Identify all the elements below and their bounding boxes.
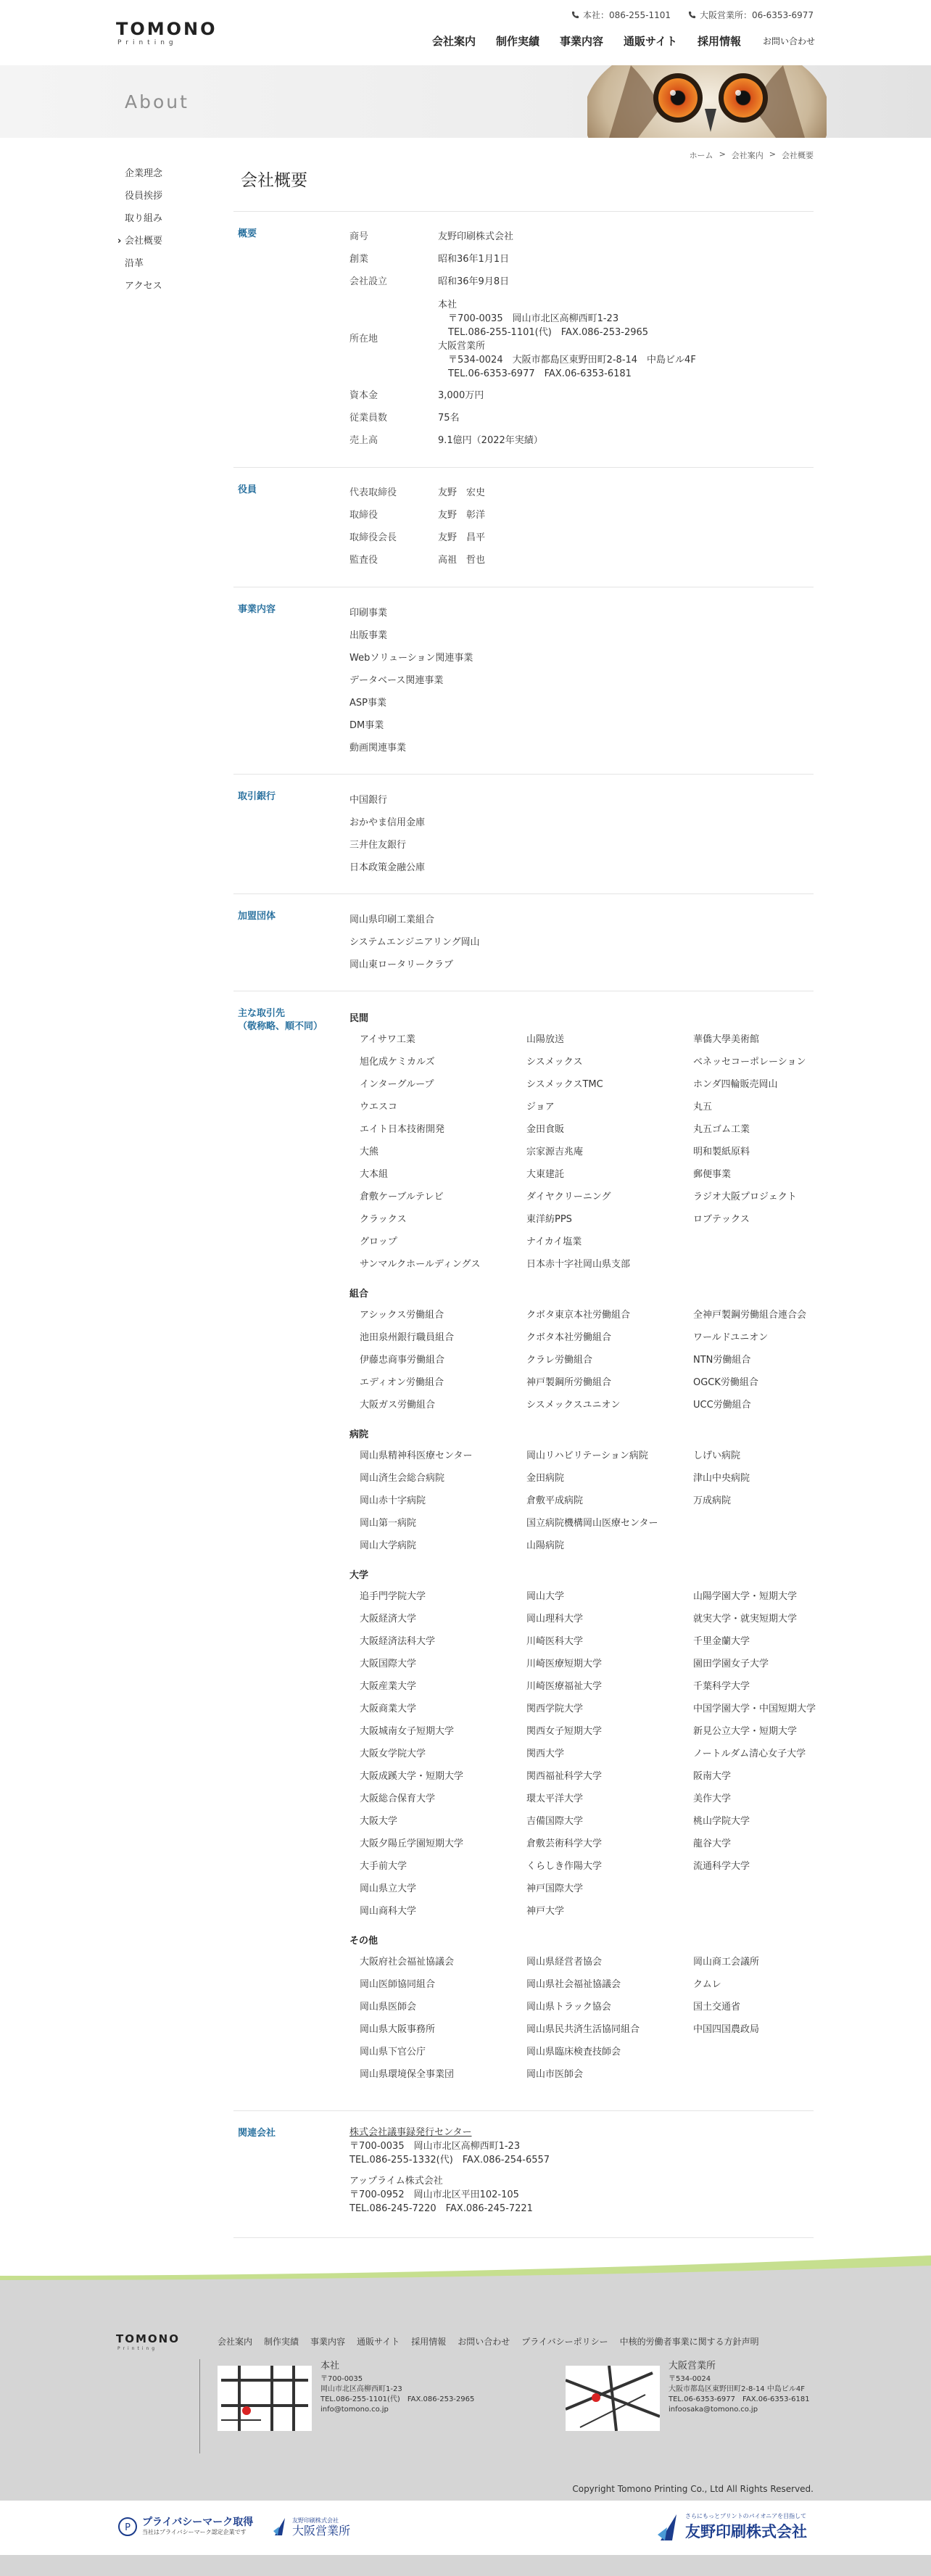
list-item: おかやま信用金庫 bbox=[349, 817, 426, 828]
head-office-mail[interactable]: info@tomono.co.jp bbox=[320, 2406, 389, 2414]
info-key: 売上高 bbox=[349, 435, 378, 446]
client-item bbox=[693, 2041, 838, 2063]
client-item: 岡山県環境保全事業団 bbox=[360, 2069, 455, 2080]
client-item: ラジオ大阪プロジェクト bbox=[693, 1192, 797, 1202]
client-item: 大阪府社会福祉協議会 bbox=[360, 1957, 455, 1968]
officer-name: 友野 宏史 bbox=[438, 487, 486, 498]
client-item: 岡山リハビリテーション病院 bbox=[526, 1450, 648, 1461]
footer-nav-privacy[interactable]: プライバシーポリシー bbox=[521, 2337, 608, 2347]
info-row bbox=[349, 271, 814, 294]
privacy-mark-badge[interactable] bbox=[117, 2517, 253, 2537]
client-item: 東洋紡PPS bbox=[526, 1214, 572, 1225]
address-lines bbox=[438, 298, 696, 381]
osaka-badge-name: 大阪営業所 bbox=[292, 2524, 351, 2538]
info-value: 友野印刷株式会社 bbox=[438, 231, 514, 242]
company-brand[interactable] bbox=[656, 2512, 807, 2542]
clients-note: （敬称略、順不同） bbox=[238, 1021, 323, 1032]
client-item bbox=[693, 1900, 838, 1923]
client-item: 大本組 bbox=[360, 1169, 389, 1180]
client-item: クムレ bbox=[693, 1979, 721, 1990]
client-grid bbox=[349, 1585, 814, 1923]
info-key: 従業員数 bbox=[349, 413, 388, 424]
client-item: 桃山学院大学 bbox=[693, 1816, 750, 1827]
client-item: 岡山県民共済生活協同組合 bbox=[526, 2024, 640, 2035]
officer-row bbox=[349, 527, 814, 550]
client-item bbox=[693, 1512, 838, 1535]
client-category-title: 組合 bbox=[349, 1289, 369, 1300]
section-overview bbox=[233, 212, 814, 468]
client-item: 神戸製鋼所労働組合 bbox=[526, 1377, 612, 1388]
client-item: 大阪産業大学 bbox=[360, 1681, 417, 1692]
company-tagline: さらにもっとプリントのパイオニアを目指して bbox=[685, 2513, 807, 2519]
client-item: 華僑大學美術館 bbox=[693, 1034, 760, 1045]
client-item: シスメックス bbox=[526, 1057, 583, 1068]
officer-title: 代表取締役 bbox=[349, 487, 397, 498]
info-value: 3,000万円 bbox=[438, 390, 484, 401]
list-item: データベース関連事業 bbox=[349, 675, 444, 686]
section-label: 加盟団体 bbox=[238, 911, 276, 922]
client-item: 園田学園女子大学 bbox=[693, 1659, 769, 1669]
client-item: クラックス bbox=[360, 1214, 407, 1225]
client-item: 全神戸製鋼労働組合連合会 bbox=[693, 1310, 807, 1321]
client-category-title: その他 bbox=[349, 1936, 378, 1947]
client-item: しげい病院 bbox=[693, 1450, 741, 1461]
section-label: 関連会社 bbox=[238, 2128, 276, 2139]
client-item: アシックス労働組合 bbox=[360, 1310, 444, 1321]
client-item: 神戸国際大学 bbox=[526, 1883, 584, 1894]
sidebar-item-history[interactable]: 沿革 bbox=[125, 258, 144, 269]
officer-row bbox=[349, 550, 814, 572]
section-label bbox=[238, 1007, 323, 1033]
client-item: ダイヤクリーニング bbox=[526, 1192, 611, 1202]
client-category-title: 民間 bbox=[349, 1013, 369, 1024]
client-item: 明和製紙原料 bbox=[693, 1147, 750, 1157]
info-key: 資本金 bbox=[349, 390, 378, 401]
client-item: 岡山県下官公庁 bbox=[360, 2047, 426, 2057]
related-company-address: 〒700-0035 岡山市北区高柳西町1-23 bbox=[349, 2141, 521, 2152]
client-item: 川崎医療福祉大学 bbox=[526, 1681, 603, 1692]
info-row bbox=[349, 249, 814, 271]
head-office-name: 本社 bbox=[320, 2361, 340, 2371]
client-item: シスメックスTMC bbox=[526, 1079, 603, 1090]
head-office-info bbox=[320, 2361, 474, 2415]
client-item: 岡山大学 bbox=[526, 1591, 565, 1602]
osaka-badge-sub: 友野印刷株式会社 bbox=[292, 2517, 339, 2524]
client-item bbox=[693, 2063, 838, 2086]
client-item: 大阪総合保育大学 bbox=[360, 1793, 436, 1804]
section-associations bbox=[233, 894, 814, 991]
list-item: 印刷事業 bbox=[349, 608, 388, 619]
client-item: ノートルダム清心女子大学 bbox=[693, 1749, 806, 1759]
list-item: DM事業 bbox=[349, 720, 384, 731]
client-grid bbox=[349, 1304, 814, 1416]
section-label: 取引銀行 bbox=[238, 791, 276, 802]
phone-icon bbox=[571, 11, 579, 19]
related-company-address: 〒700-0952 岡山市北区平田102-105 bbox=[349, 2189, 519, 2200]
client-item: 川崎医療短期大学 bbox=[526, 1659, 603, 1669]
section-label: 概要 bbox=[238, 228, 257, 239]
client-item: 岡山県大阪事務所 bbox=[360, 2024, 436, 2035]
logo-sub: Printing bbox=[117, 39, 178, 46]
related-company bbox=[349, 2174, 814, 2216]
head-office-tel: TEL.086-255-1101(代) FAX.086-253-2965 bbox=[320, 2395, 475, 2403]
client-item: 岡山県経営者協会 bbox=[526, 1957, 603, 1968]
nav-contact[interactable]: お問い合わせ bbox=[762, 36, 815, 46]
client-item: クボタ本社労働組合 bbox=[526, 1332, 612, 1343]
client-item: 大阪国際大学 bbox=[360, 1659, 417, 1669]
info-value: 昭和36年9月8日 bbox=[438, 276, 510, 287]
company-mark-icon bbox=[656, 2513, 681, 2542]
client-item: 岡山市医師会 bbox=[526, 2069, 584, 2080]
hero-title: About bbox=[125, 91, 189, 112]
osaka-office-tel: TEL.06-6353-6977 FAX.06-6353-6181 bbox=[669, 2395, 810, 2403]
section-related bbox=[233, 2111, 814, 2238]
address-row bbox=[349, 294, 814, 385]
section-clients bbox=[233, 991, 814, 2111]
officer-row bbox=[349, 505, 814, 527]
client-item: シスメックスユニオン bbox=[526, 1400, 621, 1411]
client-item: 中国四国農政局 bbox=[693, 2024, 760, 2035]
info-row bbox=[349, 430, 814, 453]
osaka-office-name: 大阪営業所 bbox=[438, 341, 486, 352]
client-item: ジョア bbox=[526, 1102, 555, 1112]
list-item: 岡山東ロータリークラブ bbox=[349, 959, 454, 970]
footer-logo-main: TOMONO bbox=[116, 2332, 180, 2345]
breadcrumb-current: 会社概要 bbox=[782, 151, 814, 160]
footer-nav-business[interactable]: 事業内容 bbox=[310, 2337, 346, 2347]
osaka-office-mail[interactable]: infoosaka@tomono.co.jp bbox=[669, 2406, 758, 2414]
nav-works[interactable]: 制作実績 bbox=[495, 35, 539, 48]
client-item bbox=[693, 1878, 838, 1900]
footer-logo[interactable] bbox=[116, 2334, 180, 2351]
client-item: 美作大学 bbox=[693, 1793, 732, 1804]
phone-osaka-text: 大阪営業所：06-6353-6977 bbox=[699, 10, 814, 20]
list-item: 三井住友銀行 bbox=[349, 840, 407, 851]
site-footer bbox=[0, 2283, 931, 2576]
client-item bbox=[693, 1535, 838, 1557]
head-office-name: 本社 bbox=[438, 300, 458, 310]
client-item: 金田病院 bbox=[526, 1473, 565, 1484]
client-item: 岡山県立大学 bbox=[360, 1883, 417, 1894]
client-item: 日本赤十字社岡山県支部 bbox=[526, 1259, 631, 1270]
phone-osaka[interactable] bbox=[688, 9, 814, 21]
client-item: 大阪大学 bbox=[360, 1816, 398, 1827]
info-key: 会社設立 bbox=[349, 276, 388, 287]
sidebar-item-greeting[interactable]: 役員挨拶 bbox=[125, 191, 163, 202]
footer-logo-sub: Printing bbox=[117, 2346, 158, 2351]
list-item: 岡山県印刷工業組合 bbox=[349, 915, 435, 925]
officer-row bbox=[349, 482, 814, 505]
client-item: 中国学園大学・中国短期大学 bbox=[693, 1704, 816, 1714]
client-item: 大阪経済大学 bbox=[360, 1614, 417, 1625]
client-item: 津山中央病院 bbox=[693, 1473, 750, 1484]
related-company-tel: TEL.086-245-7220 FAX.086-245-7221 bbox=[349, 2203, 533, 2214]
client-item: 大阪女学院大学 bbox=[360, 1749, 426, 1759]
client-item: 山陽病院 bbox=[526, 1540, 565, 1551]
footer-nav-shop[interactable]: 通販サイト bbox=[357, 2337, 400, 2347]
client-grid bbox=[349, 1951, 814, 2086]
client-item: 旭化成ケミカルズ bbox=[360, 1057, 435, 1068]
phone-head[interactable] bbox=[571, 9, 671, 21]
client-item: 倉敷ケーブルテレビ bbox=[360, 1192, 444, 1202]
list-item: 中国銀行 bbox=[349, 795, 388, 806]
osaka-office-badge[interactable] bbox=[272, 2517, 350, 2538]
breadcrumb-company[interactable]: 会社案内 bbox=[731, 151, 764, 160]
osaka-office-tel: TEL.06-6353-6977 FAX.06-6353-6181 bbox=[448, 368, 632, 379]
sidebar-item-philosophy[interactable]: 企業理念 bbox=[125, 168, 163, 179]
client-item: 神戸大学 bbox=[526, 1906, 565, 1917]
client-item: NTN労働組合 bbox=[693, 1355, 751, 1366]
footer-wave bbox=[0, 2255, 931, 2284]
client-item: 流通科学大学 bbox=[693, 1861, 750, 1872]
clients-label: 主な取引先 bbox=[238, 1008, 286, 1019]
copyright: Copyright Tomono Printing Co., Ltd All Rights Reserved. bbox=[572, 2484, 814, 2494]
client-item: 大阪経済法科大学 bbox=[360, 1636, 436, 1647]
client-item: ベネッセコーポレーション bbox=[693, 1057, 806, 1068]
list-item: システムエンジニアリング岡山 bbox=[349, 937, 480, 948]
client-item: 関西女子短期大学 bbox=[526, 1726, 603, 1737]
head-office-tel: TEL.086-255-1101(代) FAX.086-253-2965 bbox=[448, 327, 649, 338]
osaka-office-info bbox=[669, 2361, 810, 2415]
client-item: 山陽学園大学・短期大学 bbox=[693, 1591, 798, 1602]
client-item: 大阪城南女子短期大学 bbox=[360, 1726, 455, 1737]
global-nav bbox=[412, 33, 815, 49]
head-office-address: 岡山市北区高柳西町1-23 bbox=[320, 2385, 402, 2393]
client-item: 岡山県臨床検査技師会 bbox=[526, 2047, 621, 2057]
section-label: 事業内容 bbox=[238, 604, 276, 615]
officer-name: 高祖 哲也 bbox=[438, 555, 486, 566]
breadcrumb-separator: > bbox=[769, 149, 776, 159]
list-business bbox=[349, 602, 814, 759]
client-item: アイサワ工業 bbox=[360, 1034, 415, 1045]
logo-main: TOMONO bbox=[116, 19, 218, 39]
client-item: 大東建託 bbox=[526, 1169, 565, 1180]
content-area bbox=[0, 138, 931, 2576]
client-item: 関西福祉科学大学 bbox=[526, 1771, 603, 1782]
head-office-zip: 〒700-0035 岡山市北区高柳西町1-23 bbox=[448, 313, 619, 324]
info-value: 昭和36年1月1日 bbox=[438, 254, 510, 265]
client-category-title: 病院 bbox=[349, 1429, 369, 1440]
client-item: 大阪夕陽丘学園短期大学 bbox=[360, 1838, 464, 1849]
client-item: 丸五 bbox=[693, 1102, 713, 1112]
svg-text:P: P bbox=[125, 2522, 131, 2533]
footer-nav-recruit[interactable]: 採用情報 bbox=[411, 2337, 447, 2347]
list-associations bbox=[349, 909, 814, 976]
client-item: 新見公立大学・短期大学 bbox=[693, 1726, 798, 1737]
head-office-zip: 〒700-0035 bbox=[320, 2375, 363, 2383]
officer-name: 友野 昌平 bbox=[438, 532, 486, 543]
page-title: 会社概要 bbox=[233, 161, 814, 212]
client-item: 大手前大学 bbox=[360, 1861, 407, 1872]
client-item: 岡山赤十字病院 bbox=[360, 1495, 426, 1506]
nav-shop[interactable]: 通販サイト bbox=[624, 35, 677, 48]
nav-company[interactable]: 会社案内 bbox=[431, 35, 476, 48]
client-item: 岡山商工会議所 bbox=[693, 1957, 760, 1968]
client-item bbox=[693, 1231, 838, 1253]
client-grid bbox=[349, 1445, 814, 1557]
client-item bbox=[693, 1253, 838, 1276]
site-header bbox=[0, 0, 931, 65]
client-item: 伊藤忠商事労働組合 bbox=[360, 1355, 445, 1366]
client-item: 池田泉州銀行職員組合 bbox=[360, 1332, 455, 1343]
phone-head-text: 本社：086-255-1101 bbox=[582, 10, 671, 20]
client-item: 大阪ガス労働組合 bbox=[360, 1400, 436, 1411]
sidebar-item-overview[interactable]: › 会社概要 bbox=[125, 230, 212, 252]
client-item: ウエスコ bbox=[360, 1102, 398, 1112]
client-item: 岡山理科大学 bbox=[526, 1614, 584, 1625]
related-company-name: アップライム株式会社 bbox=[349, 2176, 443, 2187]
client-item: 環太平洋大学 bbox=[526, 1793, 584, 1804]
head-office-map bbox=[218, 2366, 312, 2431]
client-item: 岡山第一病院 bbox=[360, 1518, 417, 1529]
related-company-tel: TEL.086-255-1332(代) FAX.086-254-6557 bbox=[349, 2155, 550, 2166]
client-item: 岡山済生会総合病院 bbox=[360, 1473, 445, 1484]
nav-recruit[interactable]: 採用情報 bbox=[697, 35, 741, 48]
sidebar-item-access[interactable]: アクセス bbox=[125, 281, 162, 292]
client-item: 千葉科学大学 bbox=[693, 1681, 750, 1692]
client-item: 郵便事業 bbox=[693, 1169, 732, 1180]
client-item: クボタ東京本社労働組合 bbox=[526, 1310, 631, 1321]
footer-nav-policy[interactable]: 中核的労働者事業に関する方針声明 bbox=[619, 2337, 759, 2347]
client-item: 千里金蘭大学 bbox=[693, 1636, 750, 1647]
list-banks bbox=[349, 789, 814, 879]
client-item: グロップ bbox=[360, 1237, 397, 1247]
footer-badges bbox=[0, 2501, 931, 2555]
osaka-office-zip: 〒534-0024 bbox=[669, 2375, 711, 2383]
main-content bbox=[233, 161, 814, 2238]
sidebar bbox=[125, 162, 212, 297]
nav-business[interactable]: 事業内容 bbox=[560, 35, 604, 48]
clients-groups bbox=[349, 1010, 814, 2086]
list-item: 出版事業 bbox=[349, 630, 388, 641]
site-logo[interactable] bbox=[116, 20, 218, 46]
info-key: 所在地 bbox=[349, 334, 378, 344]
client-item: 万成病院 bbox=[693, 1495, 732, 1506]
osaka-office-address: 大阪市都島区東野田町2-8-14 中島ビル4F bbox=[669, 2385, 805, 2393]
breadcrumb-separator: > bbox=[719, 149, 726, 159]
privacy-mark-title: プライバシーマーク取得 bbox=[142, 2516, 254, 2528]
client-item: 山陽放送 bbox=[526, 1034, 565, 1045]
client-item: ホンダ四輪販売岡山 bbox=[693, 1079, 778, 1090]
footer-nav-company[interactable]: 会社案内 bbox=[218, 2337, 253, 2347]
client-item: 金田食販 bbox=[526, 1124, 565, 1135]
footer-nav bbox=[218, 2335, 759, 2348]
client-category-title: 大学 bbox=[349, 1570, 369, 1581]
info-row bbox=[349, 226, 814, 249]
client-item: 川崎医科大学 bbox=[526, 1636, 584, 1647]
privacy-mark-sub: 当社はプライバシーマーク認定企業です bbox=[142, 2529, 247, 2536]
section-officers bbox=[233, 468, 814, 587]
info-key: 商号 bbox=[349, 231, 369, 242]
client-item: 大阪成蹊大学・短期大学 bbox=[360, 1771, 464, 1782]
client-item: 岡山商科大学 bbox=[360, 1906, 417, 1917]
client-item: エイト日本技術開発 bbox=[360, 1124, 445, 1135]
client-item: ワールドユニオン bbox=[693, 1332, 769, 1343]
privacy-mark-icon bbox=[117, 2517, 138, 2537]
client-item: 倉敷芸術科学大学 bbox=[526, 1838, 603, 1849]
footer-nav-contact[interactable]: お問い合わせ bbox=[458, 2337, 510, 2347]
client-item: 宗家源吉兆庵 bbox=[526, 1147, 584, 1157]
info-row bbox=[349, 408, 814, 430]
info-value: 9.1億円（2022年実績） bbox=[438, 435, 543, 446]
client-item: エディオン労働組合 bbox=[360, 1377, 444, 1388]
company-mark-icon bbox=[272, 2517, 288, 2537]
officer-title: 取締役 bbox=[349, 510, 378, 521]
client-item: 国立病院機構岡山医療センター bbox=[526, 1518, 658, 1529]
list-item: 動画関連事業 bbox=[349, 743, 407, 754]
client-item: 岡山県精神科医療センター bbox=[360, 1450, 473, 1461]
footer-divider bbox=[199, 2359, 200, 2453]
client-item: 岡山大学病院 bbox=[360, 1540, 417, 1551]
officer-name: 友野 彰洋 bbox=[438, 510, 486, 521]
company-name: 友野印刷株式会社 bbox=[685, 2523, 807, 2540]
client-item: くらしき作陽大学 bbox=[526, 1861, 603, 1872]
client-item: サンマルクホールディングス bbox=[360, 1259, 481, 1270]
client-item: ロブテックス bbox=[693, 1214, 750, 1225]
client-item: UCC労働組合 bbox=[693, 1400, 751, 1411]
list-item: ASP事業 bbox=[349, 698, 386, 709]
officer-title: 取締役会長 bbox=[349, 532, 397, 543]
client-item: 倉敷平成病院 bbox=[526, 1495, 584, 1506]
info-key: 創業 bbox=[349, 254, 369, 265]
osaka-office-name: 大阪営業所 bbox=[669, 2361, 716, 2371]
owl-image bbox=[587, 65, 827, 138]
client-item: 大阪商業大学 bbox=[360, 1704, 417, 1714]
officer-title: 監査役 bbox=[349, 555, 378, 566]
section-label: 役員 bbox=[238, 484, 257, 495]
client-item: 国土交通省 bbox=[693, 2002, 741, 2012]
osaka-office-zip: 〒534-0024 大阪市都島区東野田町2-8-14 中島ビル4F bbox=[448, 355, 696, 366]
client-item: 関西学院大学 bbox=[526, 1704, 584, 1714]
client-item: 龍谷大学 bbox=[693, 1838, 732, 1849]
info-row bbox=[349, 385, 814, 408]
info-value: 75名 bbox=[438, 413, 460, 424]
footer-nav-works[interactable]: 制作実績 bbox=[264, 2337, 299, 2347]
breadcrumb-home[interactable]: ホーム bbox=[689, 151, 713, 160]
client-item: 関西大学 bbox=[526, 1749, 565, 1759]
client-item: 吉備国際大学 bbox=[526, 1816, 584, 1827]
client-item: 岡山県社会福祉協議会 bbox=[526, 1979, 621, 1990]
client-item: 岡山県医師会 bbox=[360, 2002, 417, 2012]
section-banks bbox=[233, 775, 814, 894]
client-item: 大熊 bbox=[360, 1147, 379, 1157]
client-item: インターグループ bbox=[360, 1079, 434, 1090]
osaka-office-map bbox=[566, 2366, 660, 2431]
client-item: ナイカイ塩業 bbox=[526, 1237, 582, 1247]
client-item: 就実大学・就実短期大学 bbox=[693, 1614, 798, 1625]
list-item: 日本政策金融公庫 bbox=[349, 862, 426, 873]
section-business bbox=[233, 587, 814, 775]
client-item: 丸五ゴム工業 bbox=[693, 1124, 750, 1135]
related-company-link[interactable]: 株式会社議事録発行センター bbox=[349, 2127, 472, 2138]
hero-banner bbox=[0, 65, 931, 138]
client-item: 岡山医師協同組合 bbox=[360, 1979, 436, 1990]
sidebar-item-initiatives[interactable]: 取り組み bbox=[125, 213, 163, 224]
client-item: 追手門学院大学 bbox=[360, 1591, 426, 1602]
phone-icon bbox=[688, 11, 696, 19]
client-item: 阪南大学 bbox=[693, 1771, 732, 1782]
client-grid bbox=[349, 1028, 814, 1276]
phone-numbers bbox=[571, 9, 814, 21]
client-item: クラレ労働組合 bbox=[526, 1355, 593, 1366]
related-company bbox=[349, 2126, 814, 2167]
breadcrumb bbox=[690, 149, 814, 161]
client-item: OGCK労働組合 bbox=[693, 1377, 758, 1388]
client-item: 岡山県トラック協会 bbox=[526, 2002, 611, 2012]
list-item: Webソリューション関連事業 bbox=[349, 653, 473, 664]
